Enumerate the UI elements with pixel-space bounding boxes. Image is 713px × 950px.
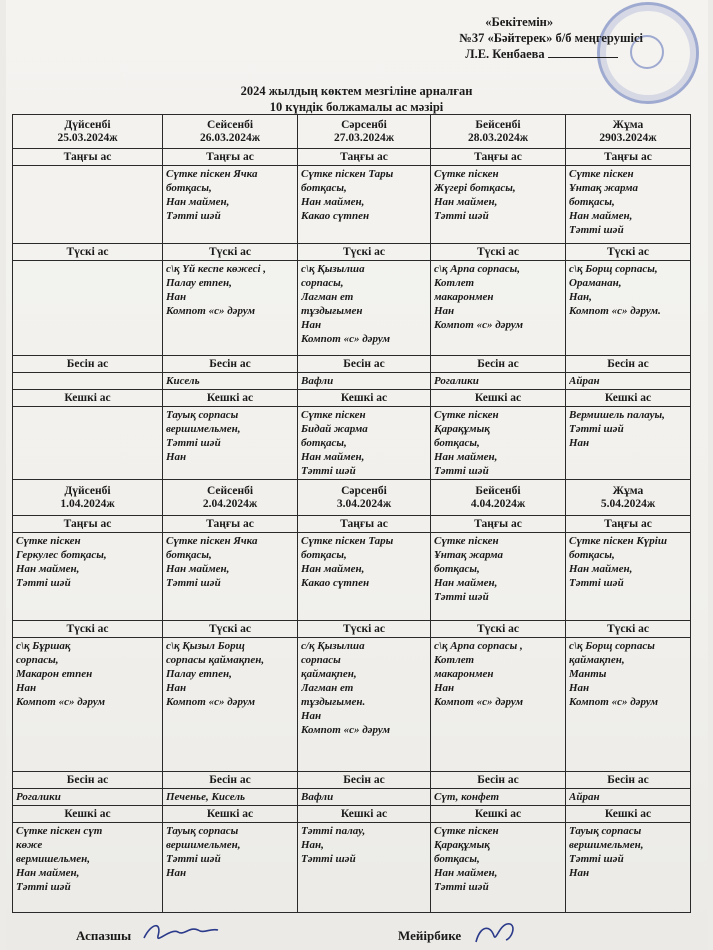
dish-line: Сүтке піскен Тары <box>301 168 394 180</box>
dish-line: Сүт, конфет <box>434 791 500 803</box>
dish-line: Қарақұмық <box>434 423 490 435</box>
menu-cell <box>566 166 691 244</box>
menu-cell <box>566 638 691 772</box>
dish-line: тұздығымен <box>301 305 363 317</box>
dish-line: вершимельмен, <box>166 839 241 851</box>
day-name: Сәрсенбі <box>341 118 387 131</box>
meal-label: Таңғы ас <box>298 149 431 166</box>
meal-label: Кешкі ас <box>566 806 691 823</box>
meal-label: Таңғы ас <box>431 149 566 166</box>
dish-line: Нан маймен, <box>569 563 633 575</box>
menu-cell <box>431 261 566 356</box>
menu-cell <box>13 373 163 390</box>
meal-label: Бесін ас <box>431 772 566 789</box>
dish-line: макаронмен <box>434 291 494 303</box>
meal-label: Бесін ас <box>298 772 431 789</box>
day-name: Сейсенбі <box>206 118 254 131</box>
meal-label: Түскі ас <box>431 621 566 638</box>
dish-line: сорпасы, <box>301 277 344 289</box>
title-line-1: 2024 жылдың көктем мезгіліне арналған <box>240 84 473 98</box>
meal-label-row <box>13 390 691 407</box>
dish-line: тұздығымен. <box>301 696 366 708</box>
meal-content-row <box>13 261 691 356</box>
dish-line: қаймақпен, <box>569 654 625 666</box>
day-header-cell <box>431 480 566 516</box>
day-header-cell <box>13 115 163 149</box>
menu-cell <box>298 373 431 390</box>
day-name: Бейсенбі <box>475 118 521 131</box>
nurse-signature <box>470 918 550 946</box>
menu-cell <box>431 407 566 480</box>
dish-line: с\қ Борщ сорпасы <box>569 640 655 652</box>
dish-line: Нан маймен, <box>434 867 498 879</box>
dish-line: Нан <box>569 437 590 449</box>
dish-line: Компот «с» дәрум <box>434 319 524 331</box>
dish-line: вершимельмен, <box>166 423 241 435</box>
meal-content-row <box>13 407 691 480</box>
menu-cell <box>298 789 431 806</box>
dish-line: Нан <box>434 305 455 317</box>
dish-line: Тәтті шәй <box>434 591 489 603</box>
dish-line: Компот «с» дәрум <box>166 696 256 708</box>
dish-line: Тауық сорпасы <box>166 825 239 837</box>
meal-label: Бесін ас <box>431 356 566 373</box>
dish-line: Лагман ет <box>301 682 354 694</box>
menu-cell <box>163 823 298 913</box>
meal-label-row <box>13 149 691 166</box>
meal-label-row <box>13 806 691 823</box>
menu-cell <box>163 789 298 806</box>
meal-label: Бесін ас <box>163 356 298 373</box>
dish-line: Тәтті шәй <box>434 465 489 477</box>
dish-line: Кисель <box>166 375 200 387</box>
dish-line: Печенье, Кисель <box>166 791 246 803</box>
menu-cell <box>163 261 298 356</box>
dish-line: Сүтке піскен <box>16 535 81 547</box>
dish-line: ботқасы, <box>434 853 480 865</box>
dish-line: Вафли <box>301 375 334 387</box>
menu-cell <box>431 823 566 913</box>
meal-label: Бесін ас <box>163 772 298 789</box>
dish-line: Сүтке піскен <box>434 168 499 180</box>
dish-line: Сүтке піскен Ячка <box>166 535 258 547</box>
dish-line: Нан маймен, <box>166 563 230 575</box>
meal-label: Кешкі ас <box>566 390 691 407</box>
dish-line: Нан маймен, <box>434 451 498 463</box>
dish-line: Тәтті шәй <box>166 577 221 589</box>
dish-line: қаймақпен, <box>301 668 357 680</box>
dish-line: Нан маймен, <box>166 196 230 208</box>
meal-label: Түскі ас <box>566 244 691 261</box>
meal-label: Кешкі ас <box>431 390 566 407</box>
dish-line: Нан <box>166 291 187 303</box>
menu-cell <box>566 789 691 806</box>
menu-cell <box>431 789 566 806</box>
menu-cell <box>13 823 163 913</box>
nurse-signature-label: Мейірбике <box>398 928 462 943</box>
menu-cell <box>298 533 431 621</box>
dish-line: Сүтке піскен Ячка <box>166 168 258 180</box>
dish-line: Геркулес ботқасы, <box>16 549 107 561</box>
meal-label-row <box>13 356 691 373</box>
dish-line: Нан <box>569 867 590 879</box>
dish-line: Ұнтақ жарма <box>569 182 639 194</box>
dish-line: Қарақұмық <box>434 839 490 851</box>
menu-cell <box>298 407 431 480</box>
dish-line: Сүтке піскен Күріш <box>569 535 667 547</box>
dish-line: Тәтті шәй <box>569 224 624 236</box>
dish-line: Рогалики <box>434 375 479 387</box>
meal-label: Кешкі ас <box>298 390 431 407</box>
dish-line: Нан <box>166 451 187 463</box>
meal-label: Таңғы ас <box>566 149 691 166</box>
dish-line: с/қ Қызылша <box>301 640 365 652</box>
dish-line: Тауық сорпасы <box>569 825 642 837</box>
dish-line: вермишельмен, <box>16 853 90 865</box>
dish-line: Нан <box>569 682 590 694</box>
dish-line: Тәтті шәй <box>434 881 489 893</box>
day-header-cell <box>298 480 431 516</box>
dish-line: ботқасы, <box>434 563 480 575</box>
dish-line: Тәтті палау, <box>301 825 366 837</box>
day-name: Дүйсенбі <box>64 118 111 131</box>
dish-line: Нан маймен, <box>301 196 365 208</box>
dish-line: Нан <box>166 682 187 694</box>
day-date: 4.04.2024ж <box>470 497 526 510</box>
dish-line: Нан маймен, <box>301 563 365 575</box>
dish-line: с\қ Үй кеспе көжесі , <box>166 263 267 275</box>
meal-label: Түскі ас <box>13 244 163 261</box>
meal-label: Түскі ас <box>13 621 163 638</box>
day-date: 28.03.2024ж <box>467 131 529 144</box>
dish-line: Нан маймен, <box>16 867 80 879</box>
menu-cell <box>163 638 298 772</box>
menu-cell <box>13 166 163 244</box>
day-date: 2.04.2024ж <box>202 497 258 510</box>
menu-cell <box>431 373 566 390</box>
dish-line: Нан <box>434 682 455 694</box>
day-name: Сәрсенбі <box>341 484 387 497</box>
dish-line: Какао сүтпен <box>301 210 370 222</box>
approval-name: Л.Е. Кенбаева <box>459 46 643 62</box>
meal-label-row <box>13 621 691 638</box>
dish-line: Нан <box>166 867 187 879</box>
day-header-row <box>13 115 691 149</box>
dish-line: Палау етпен, <box>166 668 232 680</box>
dish-line: Тәтті шәй <box>434 210 489 222</box>
meal-label: Түскі ас <box>298 621 431 638</box>
dish-line: Нан, <box>569 291 592 303</box>
day-name: Жұма <box>612 118 644 131</box>
menu-cell <box>13 261 163 356</box>
dish-line: ботқасы, <box>569 549 615 561</box>
dish-line: ботқасы, <box>301 437 347 449</box>
day-date: 2903.2024ж <box>599 131 657 144</box>
meal-label: Таңғы ас <box>13 516 163 533</box>
menu-cell <box>13 407 163 480</box>
dish-line: Ораманан, <box>569 277 622 289</box>
dish-line: Айран <box>569 375 600 387</box>
menu-cell <box>566 823 691 913</box>
menu-cell <box>566 533 691 621</box>
menu-cell <box>298 261 431 356</box>
dish-line: Тауық сорпасы <box>166 409 239 421</box>
menu-cell <box>298 823 431 913</box>
meal-label: Түскі ас <box>163 244 298 261</box>
dish-line: ботқасы, <box>301 549 347 561</box>
day-date: 5.04.2024ж <box>600 497 656 510</box>
approval-block <box>459 14 643 62</box>
meal-label: Кешкі ас <box>13 390 163 407</box>
menu-cell <box>13 533 163 621</box>
dish-line: Нан <box>16 682 37 694</box>
dish-line: Какао сүтпен <box>301 577 370 589</box>
dish-line: Лагман ет <box>301 291 354 303</box>
menu-cell <box>163 373 298 390</box>
meal-label: Түскі ас <box>298 244 431 261</box>
dish-line: Компот «с» дәрум <box>301 724 391 736</box>
dish-line: Палау етпен, <box>166 277 232 289</box>
dish-line: Нан <box>301 319 322 331</box>
dish-line: сорпасы, <box>16 654 59 666</box>
meal-label: Түскі ас <box>566 621 691 638</box>
dish-line: Нан маймен, <box>434 196 498 208</box>
meal-label: Бесін ас <box>13 356 163 373</box>
dish-line: Жүгері ботқасы, <box>434 182 516 194</box>
dish-line: Компот «с» дәрум <box>434 696 524 708</box>
day-header-cell <box>431 115 566 149</box>
dish-line: Котлет <box>434 654 475 666</box>
menu-cell <box>298 638 431 772</box>
dish-line: Тәтті шәй <box>569 423 624 435</box>
day-header-cell <box>566 480 691 516</box>
meal-content-row <box>13 823 691 913</box>
dish-line: Нан маймен, <box>301 451 365 463</box>
menu-cell <box>163 407 298 480</box>
dish-line: Нан маймен, <box>434 577 498 589</box>
menu-cell <box>566 373 691 390</box>
meal-content-row <box>13 166 691 244</box>
dish-line: ботқасы, <box>166 549 212 561</box>
title-line-2: 10 күндік болжамалы ас мәзірі <box>269 100 444 114</box>
day-header-cell <box>566 115 691 149</box>
meal-label: Бесін ас <box>566 772 691 789</box>
dish-line: Тәтті шәй <box>569 853 624 865</box>
dish-line: Сүтке піскен сүт <box>16 825 103 837</box>
day-header-cell <box>163 115 298 149</box>
meal-content-row <box>13 638 691 772</box>
meal-label: Таңғы ас <box>431 516 566 533</box>
dish-line: Макарон етпен <box>16 668 93 680</box>
dish-line: Компот «с» дәрум. <box>569 305 661 317</box>
dish-line: с\қ Қызылша <box>301 263 365 275</box>
day-name: Жұма <box>612 484 644 497</box>
dish-line: с\қ Борщ сорпасы, <box>569 263 658 275</box>
dish-line: с\қ Арпа сорпасы , <box>434 640 523 652</box>
meal-label: Түскі ас <box>431 244 566 261</box>
day-date: 27.03.2024ж <box>333 131 395 144</box>
day-header-cell <box>13 480 163 516</box>
dish-line: Нан <box>301 710 322 722</box>
dish-line: Вафли <box>301 791 334 803</box>
dish-line: ботқасы, <box>166 182 212 194</box>
meal-content-row <box>13 533 691 621</box>
dish-line: Сүтке піскен <box>434 535 499 547</box>
day-name: Дүйсенбі <box>64 484 111 497</box>
dish-line: көже <box>16 839 43 851</box>
meal-label: Кешкі ас <box>298 806 431 823</box>
meal-label: Таңғы ас <box>566 516 691 533</box>
menu-cell <box>431 638 566 772</box>
menu-cell <box>298 166 431 244</box>
day-name: Бейсенбі <box>475 484 521 497</box>
dish-line: Сүтке піскен <box>434 409 499 421</box>
menu-cell <box>163 533 298 621</box>
menu-cell <box>566 261 691 356</box>
dish-line: ботқасы, <box>434 437 480 449</box>
dish-line: Тәтті шәй <box>301 465 356 477</box>
dish-line: Сүтке піскен Тары <box>301 535 394 547</box>
dish-line: сорпасы <box>301 654 341 666</box>
cook-signature <box>140 918 220 946</box>
meal-label: Кешкі ас <box>431 806 566 823</box>
dish-line: Сүтке піскен <box>301 409 366 421</box>
dish-line: Тәтті шәй <box>166 210 221 222</box>
menu-table <box>12 114 691 913</box>
dish-line: ботқасы, <box>301 182 347 194</box>
meal-label-row <box>13 516 691 533</box>
dish-line: вершимельмен, <box>569 839 644 851</box>
meal-label: Кешкі ас <box>163 390 298 407</box>
meal-label: Таңғы ас <box>13 149 163 166</box>
dish-line: Котлет <box>434 277 475 289</box>
day-date: 26.03.2024ж <box>199 131 261 144</box>
dish-line: Тәтті шәй <box>301 853 356 865</box>
dish-line: Нан, <box>301 839 324 851</box>
day-header-row <box>13 480 691 516</box>
meal-label-row <box>13 772 691 789</box>
day-name: Сейсенбі <box>206 484 254 497</box>
meal-label: Бесін ас <box>566 356 691 373</box>
menu-cell <box>431 533 566 621</box>
menu-cell <box>163 166 298 244</box>
dish-line: Тәтті шәй <box>16 881 71 893</box>
meal-label-row <box>13 244 691 261</box>
meal-label: Таңғы ас <box>298 516 431 533</box>
meal-label: Таңғы ас <box>163 149 298 166</box>
meal-label: Түскі ас <box>163 621 298 638</box>
dish-line: Манты <box>569 668 607 680</box>
meal-label: Бесін ас <box>13 772 163 789</box>
day-date: 3.04.2024ж <box>336 497 392 510</box>
approval-heading: «Бекітемін» <box>485 15 554 29</box>
meal-label: Бесін ас <box>298 356 431 373</box>
dish-line: Рогалики <box>16 791 61 803</box>
menu-cell <box>566 407 691 480</box>
dish-line: Тәтті шәй <box>166 437 221 449</box>
day-header-cell <box>163 480 298 516</box>
document-title <box>0 83 713 115</box>
meal-label: Кешкі ас <box>163 806 298 823</box>
dish-line: Бидай жарма <box>301 423 368 435</box>
dish-line: ботқасы, <box>569 196 615 208</box>
dish-line: с\қ Қызыл Борщ <box>166 640 245 652</box>
dish-line: Сүтке піскен <box>434 825 499 837</box>
dish-line: Компот «с» дәрум <box>569 696 659 708</box>
meal-label: Кешкі ас <box>13 806 163 823</box>
dish-line: Компот «с» дәрум <box>166 305 256 317</box>
dish-line: Тәтті шәй <box>569 577 624 589</box>
dish-line: Айран <box>569 791 600 803</box>
menu-cell <box>13 638 163 772</box>
dish-line: сорпасы қаймақпен, <box>166 654 265 666</box>
dish-line: Нан маймен, <box>16 563 80 575</box>
meal-content-row <box>13 373 691 390</box>
dish-line: Компот «с» дәрум <box>16 696 106 708</box>
day-date: 25.03.2024ж <box>57 131 118 144</box>
meal-content-row <box>13 789 691 806</box>
meal-label: Таңғы ас <box>163 516 298 533</box>
dish-line: с\қ Арпа сорпасы, <box>434 263 520 275</box>
dish-line: Тәтті шәй <box>16 577 71 589</box>
dish-line: Тәтті шәй <box>166 853 221 865</box>
dish-line: Сүтке піскен <box>569 168 634 180</box>
approval-position: №37 «Бәйтерек» б/б меңгерушісі <box>459 31 643 45</box>
menu-cell <box>431 166 566 244</box>
dish-line: Вермишель палауы, <box>569 409 665 421</box>
cook-signature-label: Аспазшы <box>76 928 132 943</box>
dish-line: с\қ Бұршақ <box>16 640 71 652</box>
dish-line: макаронмен <box>434 668 494 680</box>
day-date: 1.04.2024ж <box>60 497 115 510</box>
dish-line: Компот «с» дәрум <box>301 333 391 345</box>
menu-cell <box>13 789 163 806</box>
dish-line: Нан маймен, <box>569 210 633 222</box>
day-header-cell <box>298 115 431 149</box>
dish-line: Ұнтақ жарма <box>434 549 504 561</box>
